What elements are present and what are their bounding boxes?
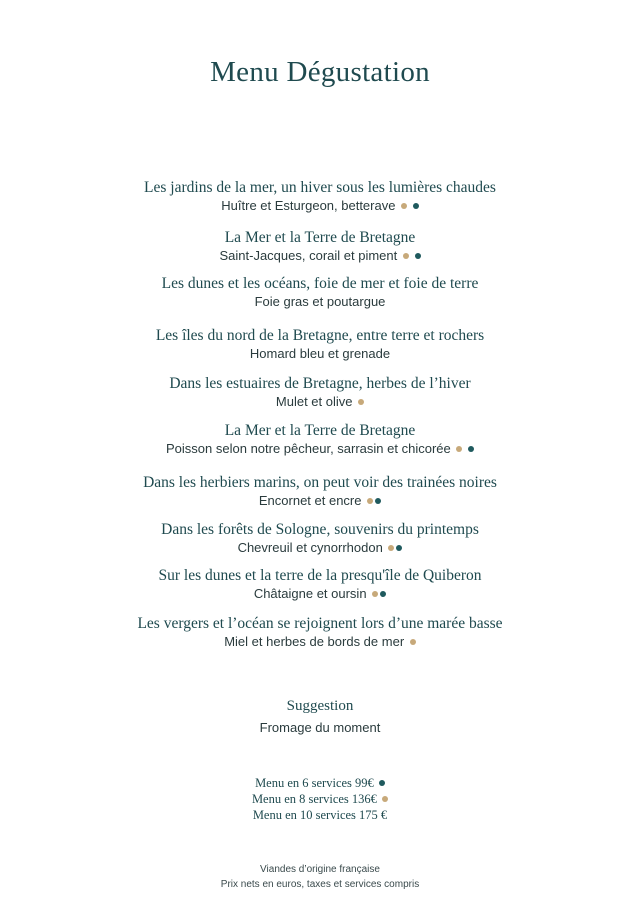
course-title: Les îles du nord de la Bretagne, entre terre et rochers	[155, 327, 485, 344]
course-desc-text: Huître et Esturgeon, betterave	[221, 198, 396, 213]
teal-dot-icon	[375, 498, 381, 504]
page-title: Menu Dégustation	[210, 56, 430, 88]
price-label: Menu en 6 services 99€	[255, 776, 374, 790]
course-desc-text: Homard bleu et grenade	[249, 346, 391, 361]
course-title: Les dunes et les océans, foie de mer et foie de terre	[161, 275, 479, 292]
course-description	[0, 394, 640, 409]
gold-dot-icon	[382, 796, 388, 802]
course-title: La Mer et la Terre de Bretagne	[224, 229, 416, 246]
price-line	[0, 808, 640, 823]
course-description	[0, 540, 640, 555]
teal-dot-icon	[413, 203, 419, 209]
price-label: Menu en 10 services 175 €	[252, 808, 388, 822]
course-description	[0, 441, 640, 456]
course-desc-text: Mulet et olive	[275, 394, 353, 409]
course-item	[0, 521, 640, 555]
course-item	[0, 375, 640, 409]
course-description	[0, 346, 640, 361]
course-item	[0, 275, 640, 309]
course-description	[0, 586, 640, 601]
course-desc-text: Châtaigne et oursin	[253, 586, 367, 601]
course-desc-text: Miel et herbes de bords de mer	[224, 634, 405, 649]
course-desc-text: Encornet et encre	[258, 493, 362, 508]
course-title: Les vergers et l’océan se rejoignent lors d’une marée basse	[137, 615, 503, 632]
course-desc-text: Saint-Jacques, corail et piment	[219, 248, 398, 263]
teal-dot-icon	[380, 591, 386, 597]
footer-origin-note: Viandes d’origine française	[260, 864, 380, 875]
suggestion-title: Suggestion	[286, 698, 354, 714]
gold-dot-icon	[358, 399, 364, 405]
course-description	[0, 493, 640, 508]
teal-dot-icon	[468, 446, 474, 452]
course-description	[0, 294, 640, 309]
teal-dot-icon	[396, 545, 402, 551]
price-line	[0, 776, 640, 791]
course-title: Dans les estuaires de Bretagne, herbes de l’hiver	[169, 375, 471, 392]
teal-dot-icon	[415, 253, 421, 259]
gold-dot-icon	[403, 253, 409, 259]
course-description	[0, 198, 640, 213]
course-desc-text: Chevreuil et cynorrhodon	[237, 540, 383, 555]
course-item	[0, 179, 640, 213]
course-desc-text: Poisson selon notre pêcheur, sarrasin et chicorée	[166, 441, 451, 456]
course-description	[0, 248, 640, 263]
gold-dot-icon	[388, 545, 394, 551]
suggestion-description: Fromage du moment	[259, 720, 381, 735]
course-item	[0, 327, 640, 361]
footer-price-note: Prix nets en euros, taxes et services compris	[220, 879, 420, 890]
course-description	[0, 634, 640, 649]
course-title: Sur les dunes et la terre de la presqu'île de Quiberon	[158, 567, 482, 584]
course-title: Dans les herbiers marins, on peut voir des trainées noires	[143, 474, 497, 491]
gold-dot-icon	[456, 446, 462, 452]
gold-dot-icon	[372, 591, 378, 597]
price-line	[0, 792, 640, 807]
gold-dot-icon	[401, 203, 407, 209]
course-item	[0, 422, 640, 456]
course-title: Dans les forêts de Sologne, souvenirs du printemps	[161, 521, 479, 538]
teal-dot-icon	[379, 780, 385, 786]
gold-dot-icon	[410, 639, 416, 645]
course-title: La Mer et la Terre de Bretagne	[224, 422, 416, 439]
course-item	[0, 474, 640, 508]
gold-dot-icon	[367, 498, 373, 504]
course-title: Les jardins de la mer, un hiver sous les lumières chaudes	[144, 179, 496, 196]
course-desc-text: Foie gras et poutargue	[254, 294, 386, 309]
course-item	[0, 567, 640, 601]
course-item	[0, 229, 640, 263]
course-item	[0, 615, 640, 649]
price-label: Menu en 8 services 136€	[251, 792, 377, 806]
